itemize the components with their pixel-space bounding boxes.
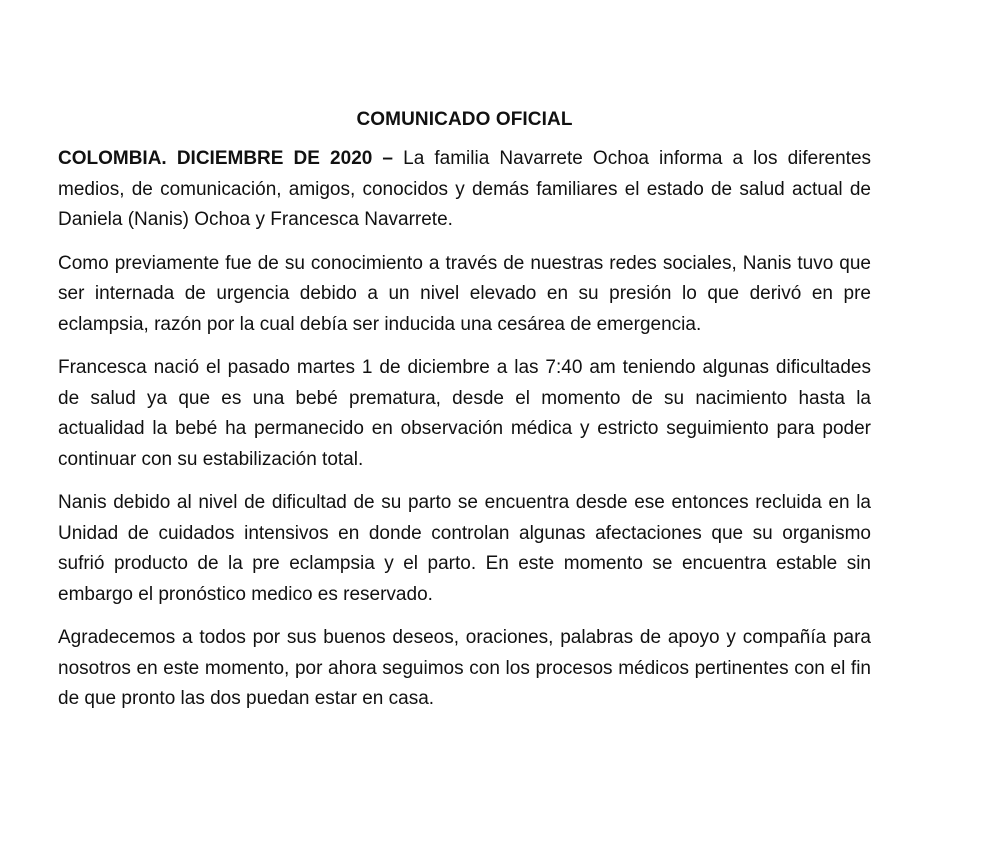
paragraph-hospitalization: Como previamente fue de su conocimiento a través de nuestras redes sociales, Nanis tuvo que ser internada de urgencia debido a un nivel elevado en su presión lo que derivó en pre eclampsia, razón por la cual debía ser inducida una cesárea de emergencia. [58,252,871,335]
paragraph-intro-text: La familia Navarrete Ochoa informa a los diferentes medios, de comunicación, amigos, conocidos y demás familiares el estado de salud actual de Daniela (Nanis) Ochoa y Francesca Navarrete. [58,148,872,230]
document-page [58,106,871,728]
document-title: COMUNICADO OFICIAL [356,109,573,130]
paragraph-mother-status: Nanis debido al nivel de dificultad de su parto se encuentra desde ese entonces recluida en la Unidad de cuidados intensivos en donde controlan algunas afectaciones que su organismo sufrió producto de la pre eclampsia y el parto. En este momento se encuentra estable sin embargo el pronóstico medico es reservado. [58,492,871,605]
paragraph-birth: Francesca nació el pasado martes 1 de diciembre a las 7:40 am teniendo algunas dificultades de salud ya que es una bebé prematura, desde el momento de su nacimiento hasta la actualidad la bebé ha permanecido en observación médica y estricto seguimiento para poder continuar con su estabilización total. [58,357,871,470]
paragraph-thanks: Agradecemos a todos por sus buenos deseos, oraciones, palabras de apoyo y compañía para nosotros en este momento, por ahora seguimos con los procesos médicos pertinentes con el fin de que pronto las dos puedan estar en casa. [58,627,871,709]
dateline: COLOMBIA. DICIEMBRE DE 2020 – [58,148,394,169]
paragraph-intro [58,144,871,236]
